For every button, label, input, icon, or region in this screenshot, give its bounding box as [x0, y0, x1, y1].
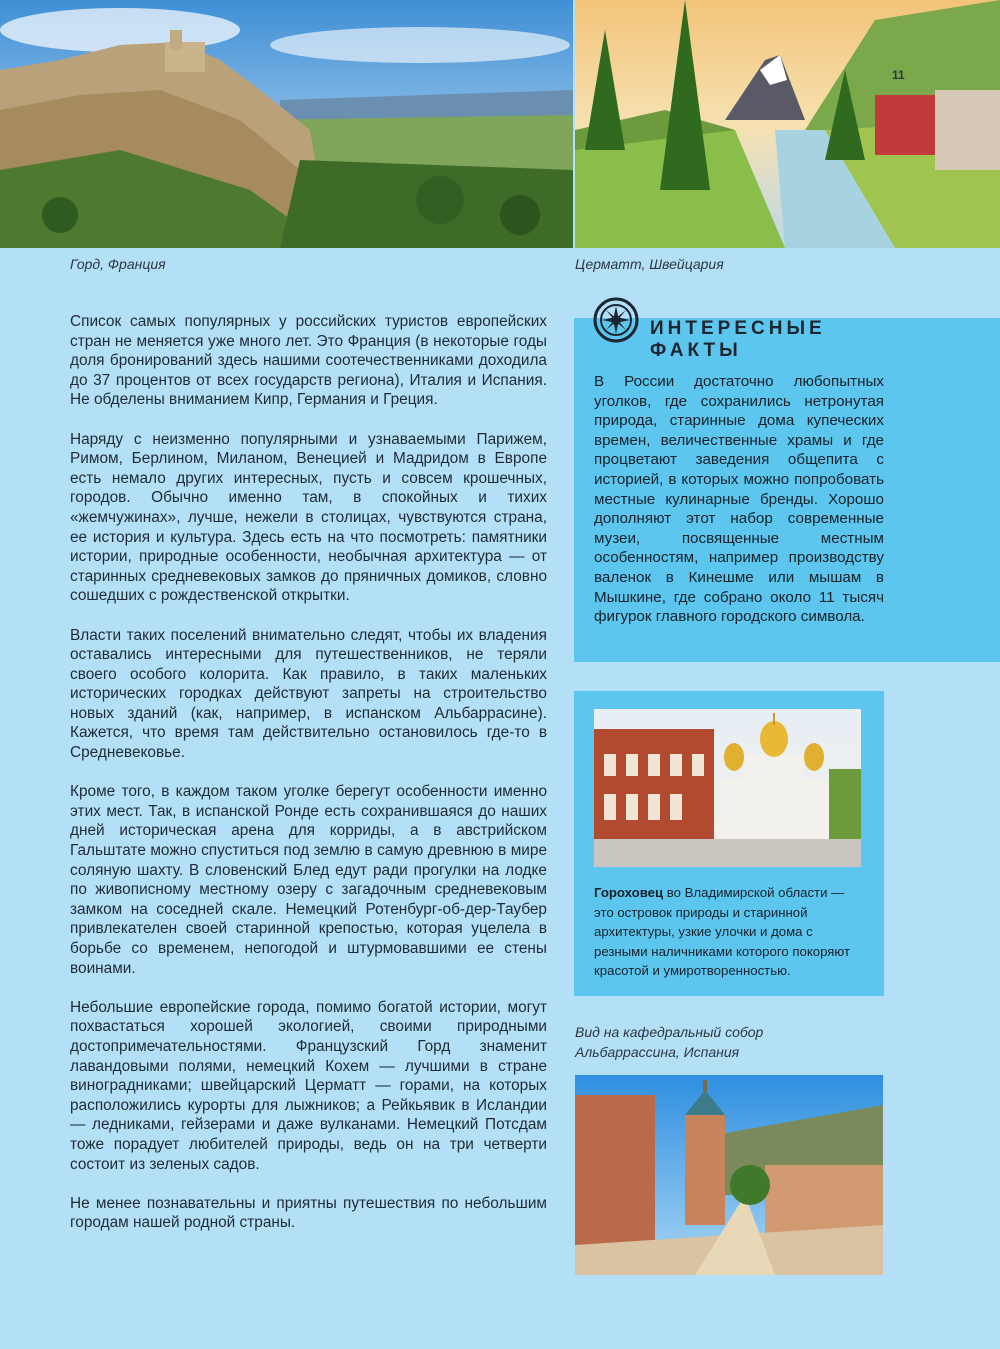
article-paragraph: Кроме того, в каждом таком уголке берегут особенности именно этих мест. Так, в испанской Ронде есть сохранившаяся до наших дней историческая арена для корриды, а в австрийском Гальштате можно спуститься под землю в самую древнюю в мире соляную шахту. В словенский Блед едут ради прогулки на лодке по живописному местному озеру с загадочным средневековым замком на соседней скале. Немецкий Ротенбург-об-дер-Таубер привлекателен своей старинной крепостью, которая уцелела в борьбе со временем, непогодой и штурмовавшими ее стены воинами.	[70, 783, 547, 977]
gorokhovets-description: во Владимирской области — это островок природы и старинной архитектуры, узкие улочки и дома с резными наличниками которого покоряют красотой и умиротворенностью.	[594, 885, 851, 979]
article-paragraph: Власти таких поселений внимательно следят, чтобы их владения оставались интересными для путешественников, не теряли своего особого колорита. Как правило, в таких маленьких исторических городках действуют запреты на строительство новых зданий (как, например, в испанском Альбаррасине). Кажется, что время там действительно остановилось где-то в Средневековье.	[70, 626, 547, 762]
facts-text: В России достаточно любопытных уголков, где сохранились нетронутая природа, старинные дома купеческих времен, величественные храмы и где процветают заведения общепита с историей, в которых можно попробовать местные кулинарные бренды. Хорошо дополняют этот набор современные музеи, посвященные местным особенностям, например производству валенок в Кинешме или мышам в Мышкине, где собрано около 11 тысяч фигурок главного городского символа.	[594, 373, 884, 626]
article-paragraph: Небольшие европейские города, помимо богатой истории, могут похвастаться хорошей экологией, своими природными достопримечательностями. Французский Горд знаменит лавандовыми полями, немецкий Кохем — лучшими в стране виноградниками; швейцарский Церматт — горами, на которых расположились курорты для лыжников; а Рейкьявик в Исландии — ледниками, гейзерами и даже вулканами. Немецкий Потсдам тоже порадует любителей природы, ведь он на три четверти состоит из зеленых садов.	[70, 998, 547, 1173]
albarracin-caption	[575, 1022, 763, 1062]
zermatt-photo	[575, 0, 1000, 248]
page-number: 11	[892, 68, 905, 82]
article-paragraph: Список самых популярных у российских туристов европейских стран не меняется уже много лет. Это Франция (в некоторые годы доля бронирований здесь нашими соотечественниками доходила до 37 процентов от всех государств региона), Италия и Испания. Не обделены вниманием Кипр, Германия и Греция.	[70, 313, 547, 409]
albarracin-caption-line2: Альбаррассина, Испания	[575, 1044, 740, 1060]
facts-title-line2: ФАКТЫ	[650, 340, 742, 361]
gorokhovets-text	[594, 883, 866, 981]
albarracin-photo	[575, 1075, 883, 1275]
gorokhovets-photo	[594, 709, 861, 867]
facts-title-line1: ИНТЕРЕСНЫЕ	[650, 318, 826, 339]
compass-icon	[592, 296, 640, 344]
article-paragraph: Наряду с неизменно популярными и узнаваемыми Парижем, Римом, Берлином, Миланом, Венецией и Мадридом в Европе есть немало других интересных, пусть и совсем крошечных, городов. Обычно именно там, в спокойных и тихих «жемчужинах», лучше, нежели в столицах, чувствуются страна, ее история и культура. Здесь есть на что посмотреть: памятники истории, природные особенности, необычная архитектура — от старинных средневековых замков до пряничных домиков, словно сошедших с рождественской открытки.	[70, 430, 547, 605]
albarracin-caption-line1: Вид на кафедральный собор	[575, 1024, 764, 1040]
gorokhovets-card	[574, 691, 884, 996]
gordes-caption: Горд, Франция	[70, 256, 166, 272]
gorokhovets-name: Гороховец	[594, 885, 664, 900]
gordes-photo	[0, 0, 573, 248]
facts-box	[574, 318, 1000, 662]
zermatt-caption: Церматт, Швейцария	[575, 256, 724, 272]
article-paragraph: Не менее познавательны и приятны путешествия по небольшим городам нашей родной страны.	[70, 1194, 547, 1232]
facts-title	[650, 318, 950, 362]
article-body	[70, 312, 547, 1253]
